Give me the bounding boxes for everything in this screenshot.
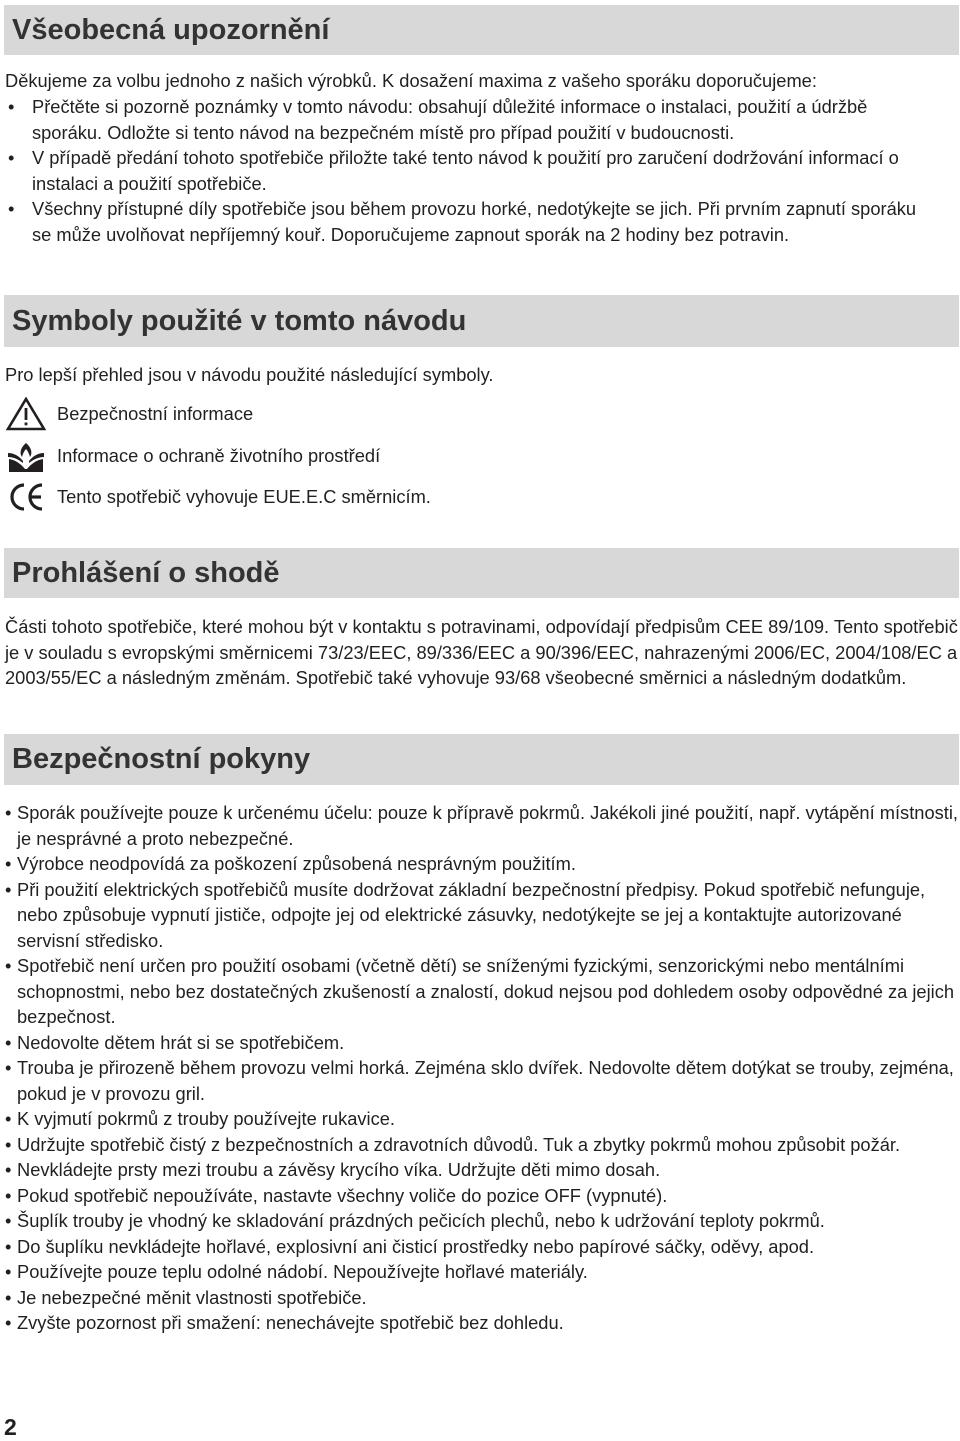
list-item: [5, 953, 960, 1030]
bullet: •: [5, 1031, 12, 1053]
list-item: [5, 877, 960, 954]
list-item: [5, 1234, 960, 1260]
list-item-text: Do šuplíku nevkládejte hořlavé, explosivní ani čisticí prostředky nebo papírové sáčky, oděvy, apod.: [17, 1235, 815, 1257]
symbol-row-environment: [5, 438, 380, 474]
list-item: [5, 1132, 960, 1158]
symbols-lead: Pro lepší přehled jsou v návodu použité následující symboly.: [5, 364, 494, 385]
list-item: [5, 1285, 960, 1311]
general-list: [5, 94, 940, 247]
bullet: •: [5, 1210, 12, 1231]
bullet: •: [5, 1184, 12, 1206]
list-item-text: Trouba je přirozeně během provozu velmi horká. Zejména sklo dvířek. Nedovolte dětem dotýkat se trouby, zejména, pokud je v provozu gril.: [17, 1057, 954, 1104]
section-title-symbols: Symboly použité v tomto návodu: [12, 304, 467, 337]
bullet: •: [5, 1312, 12, 1333]
list-item-text: K vyjmutí pokrmů z trouby používejte rukavice.: [17, 1108, 395, 1129]
list-item: [5, 1030, 960, 1056]
section-header-symbols: [4, 295, 959, 347]
list-item: [5, 1208, 960, 1234]
bullet: •: [5, 955, 12, 976]
bullet: •: [5, 1235, 12, 1257]
list-item: [5, 1259, 960, 1285]
bullet: •: [8, 96, 15, 117]
list-item-text: Při použití elektrických spotřebičů musíte dodržovat základní bezpečnostní předpisy. Pokud spotřebič nefunguje, nebo způsobuje vypnutí jističe, odpojte jej od elektrické zásuvky, nedotýkejte se jej a kontaktujte autorizované servisní středisko.: [17, 878, 926, 951]
section-title-conformity: Prohlášení o shodě: [12, 556, 280, 589]
symbol-label: Informace o ochraně životního prostředí: [57, 445, 381, 467]
list-item-text: Výrobce neodpovídá za poškození způsobená nesprávným použitím.: [17, 853, 576, 874]
list-item-text: Pokud spotřebič nepoužíváte, nastavte všechny voliče do pozice OFF (vypnuté).: [17, 1184, 668, 1206]
general-lead: Děkujeme za volbu jednoho z našich výrobků. K dosažení maxima z vašeho sporáku doporučujeme:: [5, 70, 817, 91]
section-title-safety: Bezpečnostní pokyny: [12, 743, 311, 775]
symbol-label: Tento spotřebič vyhovuje EUE.E.C směrnicím.: [57, 486, 431, 508]
bullet: •: [5, 1108, 12, 1129]
list-item: [5, 1055, 960, 1106]
ce-mark-icon: [5, 479, 47, 515]
symbol-row-safety: [5, 396, 253, 432]
bullet: •: [5, 802, 12, 823]
environment-plant-icon: [5, 438, 47, 474]
bullet: •: [5, 878, 12, 900]
bullet: •: [5, 1261, 12, 1282]
bullet: •: [5, 1286, 12, 1308]
list-item-text: Sporák používejte pouze k určenému účelu: pouze k přípravě pokrmů. Jakékoli jiné použití, např. vytápění místnosti, je nesprávné a proto nebezpečné.: [17, 802, 958, 849]
list-item-text: Nevkládejte prsty mezi troubu a závěsy krycího víka. Udržujte děti mimo dosah.: [17, 1159, 661, 1180]
list-item: [5, 196, 940, 247]
safety-list: [5, 800, 960, 1336]
section-header-safety: [4, 734, 959, 785]
list-item-text: Spotřebič není určen pro použití osobami (včetně dětí) se sníženými fyzickými, senzorickými nebo mentálními schopnostmi, nebo bez dostatečných zkušeností a znalostí, dokud nejsou pod dohledem osoby odpovědné za jejich bezpečnost.: [17, 955, 955, 1027]
list-item-text: Udržujte spotřebič čistý z bezpečnostních a zdravotních důvodů. Tuk a zbytky pokrmů mohou způsobit požár.: [17, 1133, 901, 1155]
bullet: •: [5, 1159, 12, 1180]
page-number: 2: [4, 1414, 17, 1440]
list-item-text: Je nebezpečné měnit vlastnosti spotřebiče.: [17, 1286, 367, 1308]
list-item: [5, 1183, 960, 1209]
list-item: [5, 851, 960, 877]
list-item-text: Zvyšte pozornost při smažení: nenechávejte spotřebič bez dohledu.: [17, 1312, 564, 1333]
bullet: •: [5, 1057, 12, 1078]
list-item-text: Šuplík trouby je vhodný ke skladování prázdných pečicích plechů, nebo k udržování teploty pokrmů.: [17, 1210, 825, 1231]
symbol-row-ce: [5, 479, 431, 515]
list-item-text: Přečtěte si pozorně poznámky v tomto návodu: obsahují důležité informace o instalaci, použití a údržbě sporáku. Odložte si tento návod na bezpečném místě pro případ použití v budoucnosti.: [32, 96, 868, 143]
bullet: •: [5, 1133, 12, 1155]
section-header-conformity: [4, 548, 959, 598]
warning-triangle-icon: [5, 396, 47, 432]
bullet: •: [8, 147, 15, 168]
conformity-text: Části tohoto spotřebiče, které mohou být v kontaktu s potravinami, odpovídají předpisům CEE 89/109. Tento spotřebič je v souladu s evropskými směrnicemi 73/23/EEC, 89/336/EEC a 90/396/EEC, nahrazenými 2006/EC, 2004/108/EC a 2003/55/EC a následným změnám. Spotřebič také vyhovuje 93/68 všeobecné směrnici a následným dodatkům.: [5, 616, 958, 688]
bullet: •: [8, 198, 15, 219]
symbol-label: Bezpečnostní informace: [57, 403, 254, 425]
list-item: [5, 1157, 960, 1183]
bullet: •: [5, 853, 12, 874]
list-item: [5, 94, 940, 145]
list-item-text: Nedovolte dětem hrát si se spotřebičem.: [17, 1031, 345, 1053]
list-item-text: Všechny přístupné díly spotřebiče jsou během provozu horké, nedotýkejte se jich. Při prvním zapnutí sporáku se může uvolňovat nepříjemný kouř. Doporučujeme zapnout sporák na 2 hodiny bez potravin.: [32, 198, 917, 245]
list-item: [5, 800, 960, 851]
section-header-general: [4, 5, 959, 55]
list-item: [5, 1310, 960, 1336]
list-item: [5, 145, 940, 196]
list-item-text: V případě předání tohoto spotřebiče přiložte také tento návod k použití pro zaručení dodržování informací o instalaci a použití spotřebiče.: [32, 147, 899, 194]
list-item-text: Používejte pouze teplu odolné nádobí. Nepoužívejte hořlavé materiály.: [17, 1261, 588, 1282]
section-title-general: Všeobecná upozornění: [12, 13, 330, 46]
list-item: [5, 1106, 960, 1132]
